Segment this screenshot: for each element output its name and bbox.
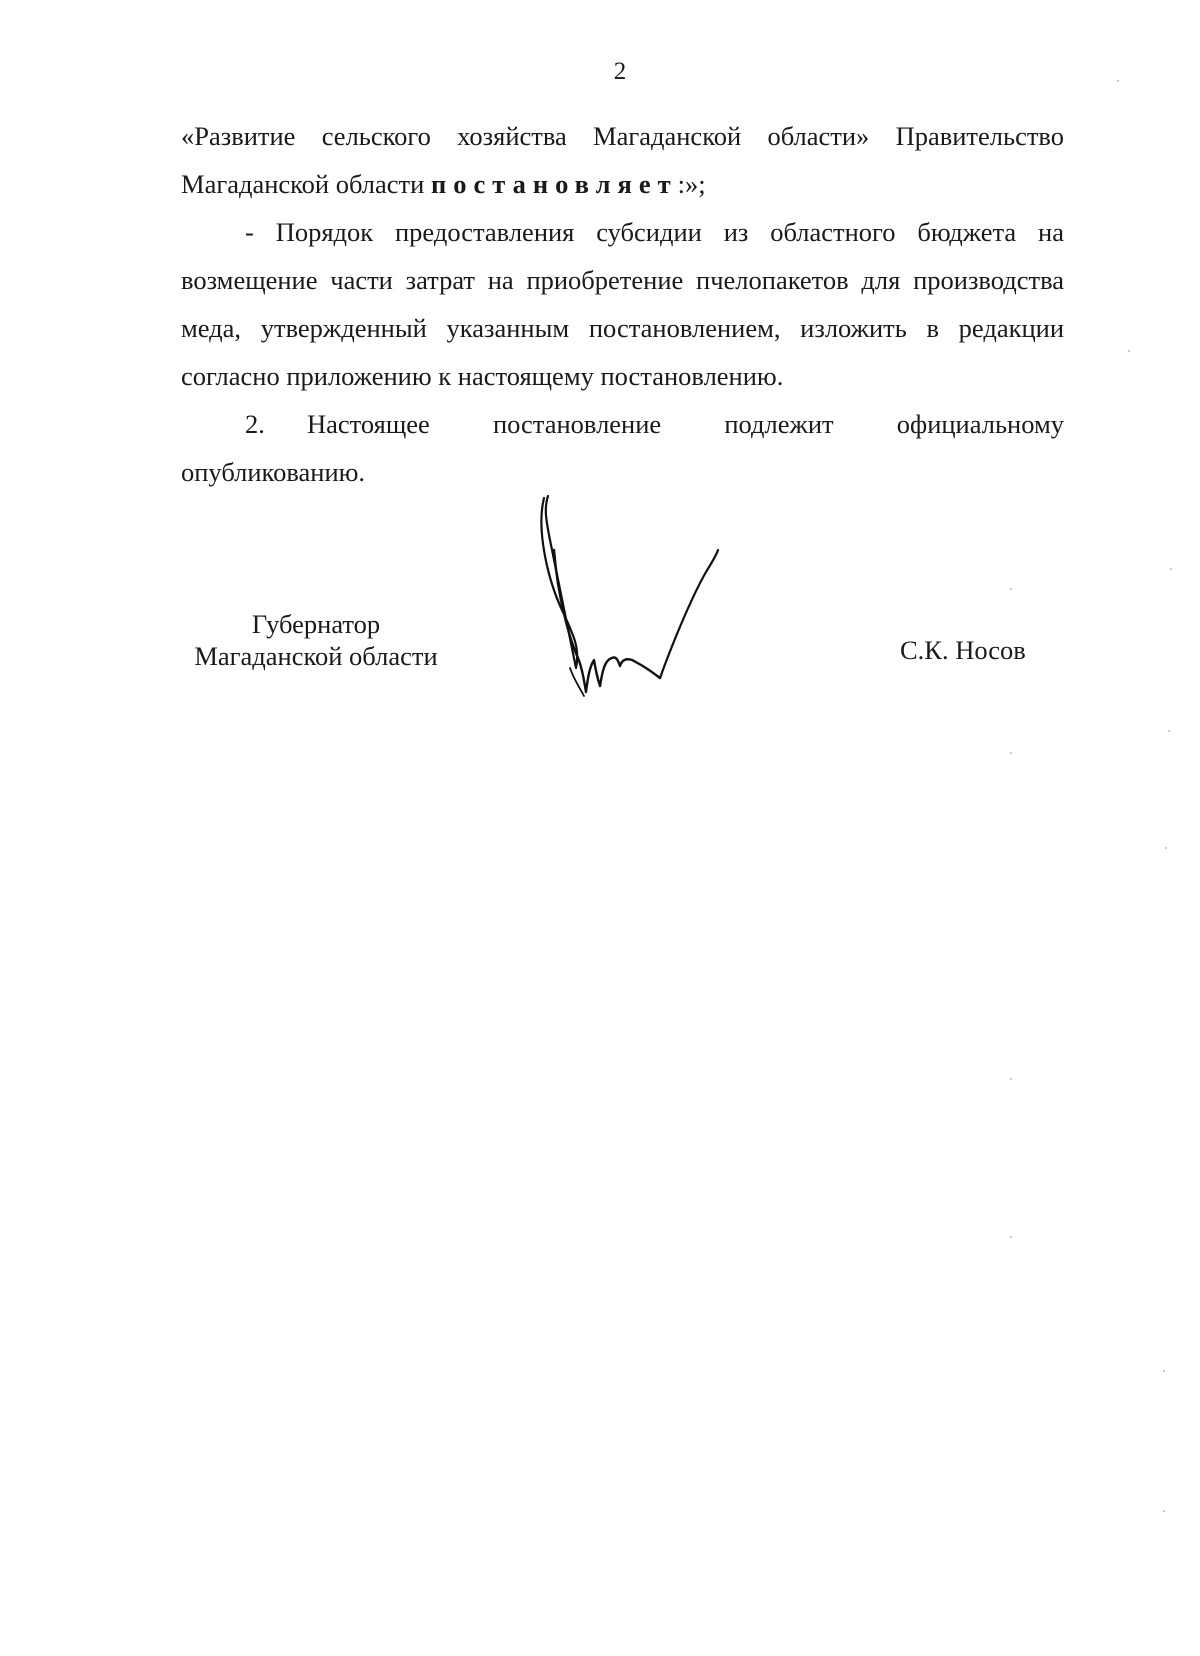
paragraph-procedure: - Порядок предоставления субсидии из областного бюджета на возмещение части затрат на приобретение пчелопакетов для производства меда, утвержденный указанным постановлением, изложить в редакции согласно приложению к настоящему постановлению. (181, 217, 1064, 391)
clause-number: 2. (245, 409, 265, 439)
position-line-1: Губернатор (251, 609, 381, 639)
scan-speck (1010, 588, 1012, 590)
resolves-word: постановляет (430, 169, 678, 199)
scan-speck (1170, 568, 1172, 570)
scan-speck (1010, 752, 1012, 754)
scan-speck (1168, 730, 1170, 732)
preamble-closing: :»; (677, 169, 706, 199)
paragraph-publication (181, 400, 1064, 496)
signatory-position (181, 608, 451, 672)
clause-text: Настоящее постановление подлежит официальному опубликованию. (181, 409, 1064, 487)
scan-speck (1010, 1236, 1012, 1238)
scan-speck (1117, 80, 1119, 82)
preamble-text: «Развитие сельского хозяйства Магаданской области» Правительство Магаданской области (181, 121, 1064, 199)
signatory-name: С.К. Носов (900, 635, 1026, 665)
handwritten-signature (540, 490, 760, 740)
position-line-2: Магаданской области (194, 641, 438, 671)
scan-speck (1165, 847, 1167, 849)
scan-speck (1010, 1078, 1012, 1080)
scan-speck (1163, 1510, 1165, 1512)
paragraph-preamble-end (181, 112, 1064, 208)
scan-speck (1163, 1370, 1165, 1372)
scan-speck (1128, 350, 1130, 352)
page-number: 2 (613, 58, 627, 85)
document-body (181, 112, 1064, 496)
